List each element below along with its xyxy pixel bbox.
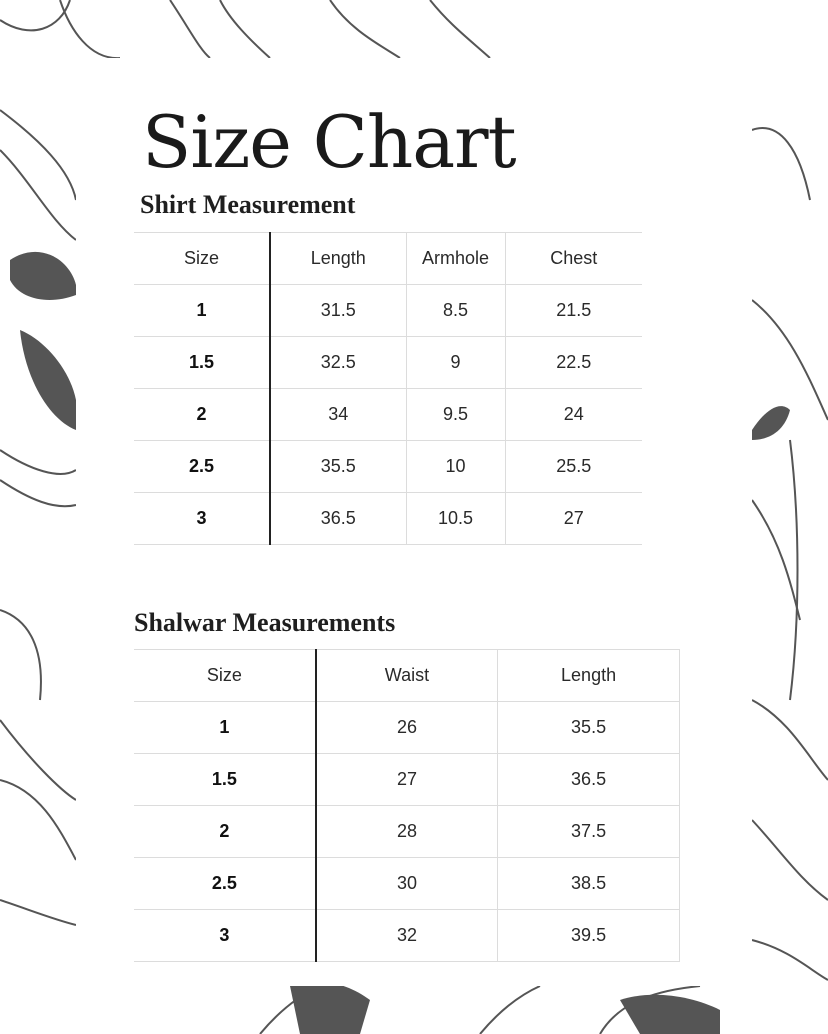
chest-cell: 27 [505, 493, 642, 545]
armhole-cell: 10 [406, 441, 505, 493]
table-row [134, 858, 680, 910]
column-header: Size [134, 650, 316, 702]
page-title: Size Chart [142, 100, 516, 184]
size-cell: 2 [134, 389, 270, 441]
size-cell: 1.5 [134, 337, 270, 389]
chest-cell: 24 [505, 389, 642, 441]
length-cell: 32.5 [270, 337, 406, 389]
waist-cell: 32 [316, 910, 498, 962]
size-cell: 1 [134, 702, 316, 754]
length-cell: 36.5 [270, 493, 406, 545]
size-cell: 3 [134, 910, 316, 962]
armhole-cell: 9 [406, 337, 505, 389]
waist-cell: 27 [316, 754, 498, 806]
table-row [134, 910, 680, 962]
size-cell: 1.5 [134, 754, 316, 806]
column-header: Armhole [406, 233, 505, 285]
armhole-cell: 10.5 [406, 493, 505, 545]
table-row [134, 754, 680, 806]
column-header: Chest [505, 233, 642, 285]
table-row [134, 337, 642, 389]
size-cell: 3 [134, 493, 270, 545]
length-cell: 37.5 [498, 806, 680, 858]
length-cell: 34 [270, 389, 406, 441]
table-row [134, 702, 680, 754]
waist-cell: 30 [316, 858, 498, 910]
armhole-cell: 9.5 [406, 389, 505, 441]
column-header: Size [134, 233, 270, 285]
length-cell: 35.5 [498, 702, 680, 754]
table-row [134, 493, 642, 545]
table-header-row [134, 233, 642, 285]
length-cell: 36.5 [498, 754, 680, 806]
column-header: Waist [316, 650, 498, 702]
table-row [134, 806, 680, 858]
shalwar-heading: Shalwar Measurements [134, 608, 396, 637]
chest-cell: 21.5 [505, 285, 642, 337]
size-cell: 2.5 [134, 441, 270, 493]
column-header: Length [270, 233, 406, 285]
shalwar-table [134, 649, 680, 962]
table-row [134, 441, 642, 493]
length-cell: 35.5 [270, 441, 406, 493]
size-cell: 1 [134, 285, 270, 337]
shirt-heading: Shirt Measurement [140, 190, 356, 219]
chest-cell: 22.5 [505, 337, 642, 389]
column-header: Length [498, 650, 680, 702]
length-cell: 38.5 [498, 858, 680, 910]
table-row [134, 389, 642, 441]
size-cell: 2 [134, 806, 316, 858]
shirt-table [134, 232, 642, 545]
chest-cell: 25.5 [505, 441, 642, 493]
length-cell: 31.5 [270, 285, 406, 337]
waist-cell: 28 [316, 806, 498, 858]
table-header-row [134, 650, 680, 702]
waist-cell: 26 [316, 702, 498, 754]
table-row [134, 285, 642, 337]
size-cell: 2.5 [134, 858, 316, 910]
length-cell: 39.5 [498, 910, 680, 962]
armhole-cell: 8.5 [406, 285, 505, 337]
